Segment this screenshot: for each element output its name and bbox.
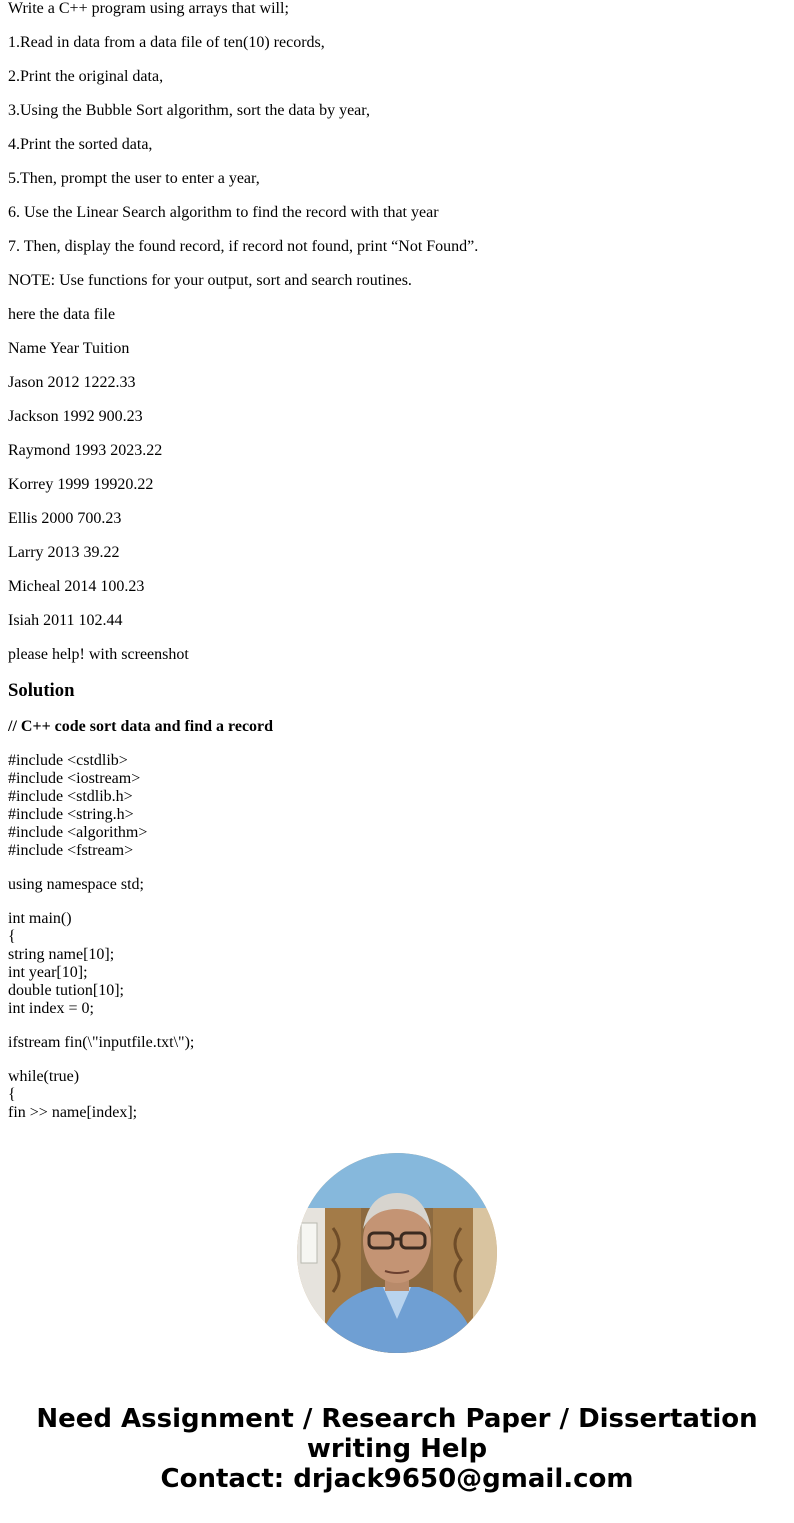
code-line: #include <cstdlib>: [8, 752, 128, 769]
question-text: [8, 0, 786, 664]
code-line: string name[10];: [8, 946, 115, 963]
question-line: 3.Using the Bubble Sort algorithm, sort the data by year,: [8, 102, 370, 119]
code-line: while(true): [8, 1068, 80, 1085]
code-ifstream-line: ifstream fin(\"inputfile.txt\");: [8, 1034, 195, 1051]
question-line: 7. Then, display the found record, if record not found, print “Not Found”.: [8, 238, 479, 255]
code-using-line: using namespace std;: [8, 876, 144, 893]
question-line: Name Year Tuition: [8, 340, 130, 357]
question-line: Jackson 1992 900.23: [8, 408, 143, 425]
question-line: Jason 2012 1222.33: [8, 374, 136, 391]
question-line: Korrey 1999 19920.22: [8, 476, 154, 493]
code-line: {: [8, 928, 16, 945]
code-line: #include <fstream>: [8, 842, 134, 859]
code-line: fin >> name[index];: [8, 1104, 138, 1121]
code-line: #include <stdlib.h>: [8, 788, 133, 805]
question-line: NOTE: Use functions for your output, sort and search routines.: [8, 272, 412, 289]
question-line: 1.Read in data from a data file of ten(10) records,: [8, 34, 325, 51]
banner-line-1: Need Assignment / Research Paper / Dissertation: [36, 1404, 758, 1434]
question-line: Raymond 1993 2023.22: [8, 442, 163, 459]
code-line: int year[10];: [8, 964, 88, 981]
code-comment-heading: // C++ code sort data and find a record: [8, 718, 274, 735]
code-includes: [8, 752, 786, 860]
question-line: Larry 2013 39.22: [8, 544, 120, 561]
code-line: {: [8, 1086, 16, 1103]
code-main-block: [8, 910, 786, 1018]
question-line: 4.Print the sorted data,: [8, 136, 153, 153]
code-line: double tution[10];: [8, 982, 124, 999]
question-line: Ellis 2000 700.23: [8, 510, 122, 527]
code-line: int main(): [8, 910, 72, 927]
author-portrait: [297, 1153, 497, 1353]
code-line: #include <iostream>: [8, 770, 141, 787]
banner-line-2: writing Help: [306, 1434, 488, 1464]
question-line: here the data file: [8, 306, 116, 323]
solution-heading: Solution: [8, 680, 75, 701]
banner-line-3: Contact: drjack9650@gmail.com: [160, 1464, 634, 1494]
author-photo: [297, 1153, 497, 1353]
contact-banner: [0, 1404, 794, 1494]
question-line: please help! with screenshot: [8, 646, 189, 663]
code-line: int index = 0;: [8, 1000, 94, 1017]
question-line: 2.Print the original data,: [8, 68, 164, 85]
code-loop-block: [8, 1068, 786, 1122]
code-line: #include <algorithm>: [8, 824, 148, 841]
code-line: #include <string.h>: [8, 806, 134, 823]
question-line: Micheal 2014 100.23: [8, 578, 145, 595]
question-line: Isiah 2011 102.44: [8, 612, 123, 629]
question-line: 5.Then, prompt the user to enter a year,: [8, 170, 260, 187]
question-line: 6. Use the Linear Search algorithm to find the record with that year: [8, 204, 439, 221]
document-body: [8, 0, 786, 1122]
question-line: Write a C++ program using arrays that will;: [8, 0, 289, 17]
